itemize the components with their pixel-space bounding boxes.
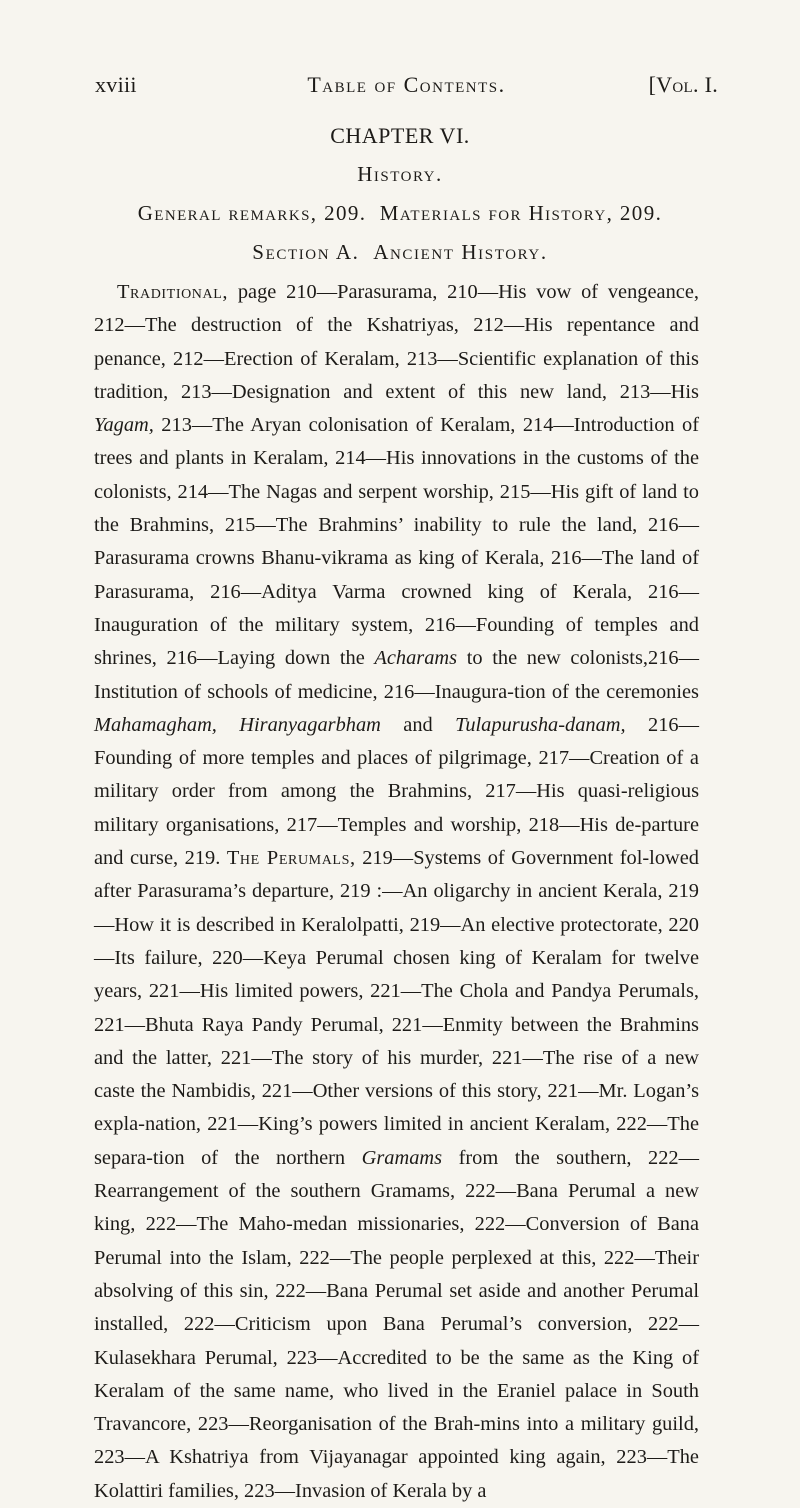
running-head-title: Table of Contents. — [307, 72, 506, 97]
italic-term: Yagam, — [94, 414, 154, 437]
perumals-heading: The Perumals, — [226, 847, 356, 870]
general-remarks-entry: General remarks, 209. — [137, 201, 367, 225]
text-run: from the southern, 222—Rearrangement of the southern Gramams, 222—Bana Perumal a new king, 222—The Maho-medan missionaries, 222—Conversion of Bana Perumal into the Islam, 222—The people perplexed at this, 222—Their absolving of this sin, 222—Bana Perumal set aside and another Perumal installed, 222—Criticism upon Bana Perumal’s conversion, 222—Kulasekhara Perumal, 223—Accredited to be the same as the King of Keralam of the same name, who lived in the Eraniel palace in South Travancore, 223—Reorganisation of the Brah-mins into a military guild, 223—A Kshatriya from Vijayanagar appointed king again, 223—The Kolattiri families, 223—Invasion of Kerala by a — [94, 1146, 699, 1502]
materials-entry: Materials for History, 209. — [379, 201, 663, 225]
italic-term: Mahamagham, Hiranyagarbham — [94, 713, 381, 736]
traditional-heading: Traditional, — [117, 281, 229, 303]
text-run: 213—The Aryan colonisation of Keralam, 214—Introduction of trees and plants in Keralam, 214—His innovations in the customs of the colonists, 214—The Nagas and serpent worship, 215—His gift of land to the Brahmins, 215—The Brahmins’ inability to rule the land, 216—Parasurama crowns Bhanu-vikrama as king of Kerala, 216—The land of Parasurama, 216—Aditya Varma crowned king of Kerala, 216—Inauguration of the military system, 216—Founding of temples and shrines, 216—Laying down the — [94, 414, 699, 670]
chapter-title: CHAPTER VI. — [330, 123, 470, 148]
remarks-line — [0, 201, 800, 226]
text-run: and — [380, 713, 456, 736]
italic-term: Gramams — [361, 1146, 443, 1169]
section-title: Ancient History. — [373, 240, 548, 264]
contents-paragraph — [94, 276, 699, 1508]
page-number: xviii — [95, 72, 137, 97]
italic-term: Tulapurusha-danam, — [455, 713, 626, 736]
text-run: 216—Founding of more temples and places of pilgrimage, 217—Creation of a military order from among the Brahmins, 217—His quasi-religious military organisations, 217—Temples and worship, 218—His de-parture and curse, 219. — [94, 713, 699, 870]
volume-label: [Vol. I. — [648, 72, 718, 97]
running-head — [95, 72, 718, 102]
text-run: 219—Systems of Government fol-lowed after Parasurama’s departure, 219 :—An oligarchy in ancient Kerala, 219—How it is described in Keralolpatti, 219—An elective protectorate, 220—Its failure, 220—Keya Perumal chosen king of Keralam for twelve years, 221—His limited powers, 221—The Chola and Pandya Perumals, 221—Bhuta Raya Pandy Perumal, 221—Enmity between the Brahmins and the latter, 221—The story of his murder, 221—The rise of a new caste the Nambidis, 221—Other versions of this story, 221—Mr. Logan’s expla-nation, 221—King’s powers limited in ancient Keralam, 222—The separa-tion of the northern — [94, 847, 699, 1169]
text-run: to the new colonists,216—Institution of schools of medicine, 216—Inaugura-tion of the ceremonies — [94, 647, 699, 703]
italic-term: Acharams — [374, 647, 458, 670]
section-label: Section A. — [252, 240, 360, 264]
section-heading — [0, 240, 800, 265]
text-run: page 210—Parasurama, 210—His vow of vengeance, 212—The destruction of the Kshatriyas, 212—His repentance and penance, 212—Erection of Keralam, 213—Scientific explanation of this tradition, 213—Designation and extent of this new land, 213—His — [94, 281, 699, 403]
chapter-subtitle: History. — [357, 162, 443, 186]
